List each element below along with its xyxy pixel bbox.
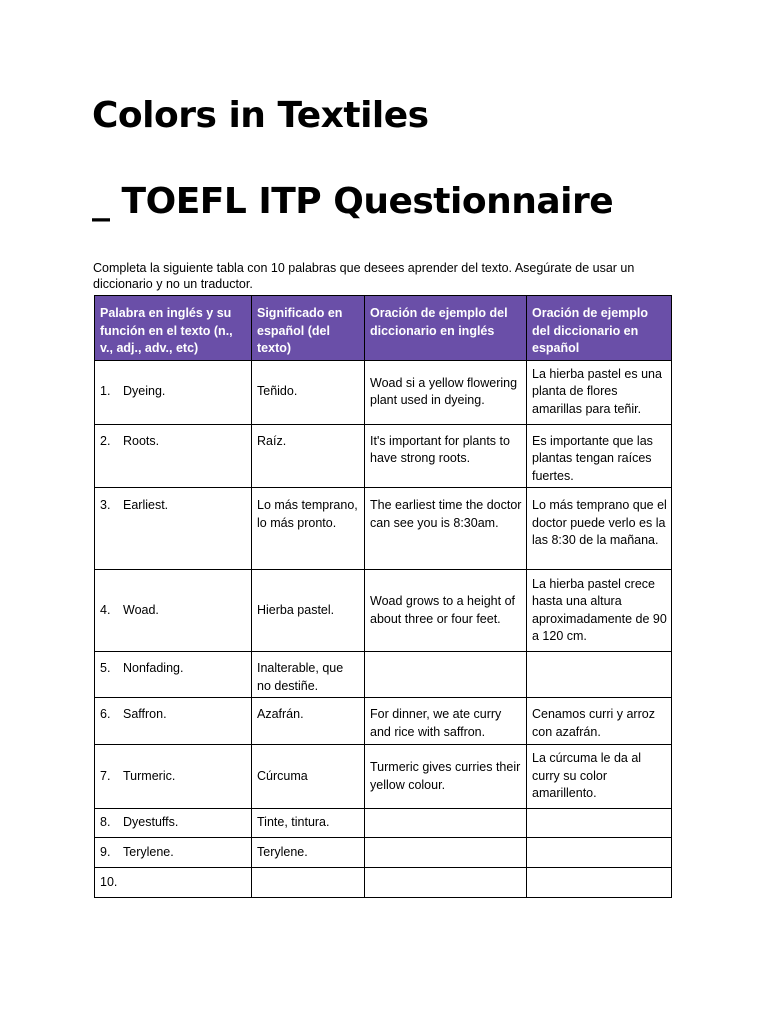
table-row [95, 745, 672, 809]
word-text: Turmeric. [123, 768, 176, 783]
table-header-row [95, 296, 672, 361]
word-text: Saffron. [123, 707, 167, 721]
example-es-cell: La cúrcuma le da al curry su color amarillento. [527, 745, 672, 809]
meaning-cell: Cúrcuma [252, 745, 365, 809]
word-cell [95, 570, 252, 652]
instructions-text: Completa la siguiente tabla con 10 palabras que desees aprender del texto. Asegúrate de usar un diccionario y no un traductor. [93, 261, 635, 291]
example-es-cell: La hierba pastel crece hasta una altura aproximadamente de 90 a 120 cm. [527, 570, 672, 652]
word-cell [95, 809, 252, 838]
word-text: Earliest. [123, 498, 169, 512]
example-en-cell: For dinner, we ate curry and rice with saffron. [365, 698, 527, 745]
word-cell [95, 838, 252, 868]
meaning-cell: Terylene. [252, 838, 365, 868]
example-en-cell: It's important for plants to have strong roots. [365, 424, 527, 488]
table-row [95, 838, 672, 868]
row-number: 6. [100, 707, 111, 721]
document-title: Colors in Textiles [92, 95, 429, 136]
word-text: Terylene. [123, 844, 174, 859]
example-en-cell: Turmeric gives curries their yellow colour. [365, 745, 527, 809]
table-row [95, 868, 672, 898]
vocabulary-table [94, 295, 672, 898]
example-es-cell [527, 809, 672, 838]
row-number: 5. [100, 661, 111, 675]
example-es-cell [527, 652, 672, 698]
row-number: 3. [100, 498, 111, 512]
example-en-cell [365, 838, 527, 868]
word-cell [95, 698, 252, 745]
example-es-cell: Es importante que las plantas tengan raíces fuertes. [527, 424, 672, 488]
example-es-cell [527, 868, 672, 898]
row-number: 10. [100, 874, 118, 889]
example-es-cell: Lo más temprano que el doctor puede verlo es la las 8:30 de la mañana. [527, 488, 672, 570]
example-en-cell: Woad si a yellow flowering plant used in dyeing. [365, 360, 527, 424]
example-en-cell: The earliest time the doctor can see you is 8:30am. [365, 488, 527, 570]
example-en-cell [365, 652, 527, 698]
table-row [95, 698, 672, 745]
word-text: Roots. [123, 433, 160, 448]
word-text: Dyeing. [123, 384, 166, 399]
example-en-cell: Woad grows to a height of about three or four feet. [365, 570, 527, 652]
header-example-spanish: Oración de ejemplo del diccionario en español [527, 296, 672, 361]
row-number: 8. [100, 815, 111, 830]
example-es-cell [527, 838, 672, 868]
table-row [95, 809, 672, 838]
meaning-cell: Teñido. [252, 360, 365, 424]
word-cell [95, 360, 252, 424]
row-number: 9. [100, 844, 111, 859]
table-row [95, 360, 672, 424]
example-es-cell: Cenamos curri y arroz con azafrán. [527, 698, 672, 745]
meaning-cell: Tinte, tintura. [252, 809, 365, 838]
header-word-function: Palabra en inglés y su función en el texto (n., v., adj., adv., etc) [95, 296, 252, 361]
table-row [95, 488, 672, 570]
example-en-cell [365, 809, 527, 838]
table-row [95, 652, 672, 698]
word-text: Nonfading. [123, 661, 184, 675]
word-cell [95, 488, 252, 570]
example-es-cell: La hierba pastel es una planta de flores amarillas para teñir. [527, 360, 672, 424]
word-text: Dyestuffs. [123, 815, 179, 830]
table-row [95, 570, 672, 652]
row-number: 4. [100, 602, 111, 617]
table-row [95, 424, 672, 488]
meaning-cell: Lo más temprano, lo más pronto. [252, 488, 365, 570]
word-cell [95, 745, 252, 809]
header-meaning: Significado en español (del texto) [252, 296, 365, 361]
meaning-cell [252, 868, 365, 898]
header-example-english: Oración de ejemplo del diccionario en inglés [365, 296, 527, 361]
row-number: 1. [100, 384, 111, 399]
word-cell [95, 652, 252, 698]
example-en-cell [365, 868, 527, 898]
document-subtitle: _ TOEFL ITP Questionnaire [92, 181, 614, 222]
word-cell [95, 868, 252, 898]
row-number: 2. [100, 433, 111, 448]
meaning-cell: Raíz. [252, 424, 365, 488]
word-cell [95, 424, 252, 488]
meaning-cell: Inalterable, que no destiñe. [252, 652, 365, 698]
meaning-cell: Azafrán. [252, 698, 365, 745]
row-number: 7. [100, 768, 111, 783]
meaning-cell: Hierba pastel. [252, 570, 365, 652]
word-text: Woad. [123, 602, 159, 617]
